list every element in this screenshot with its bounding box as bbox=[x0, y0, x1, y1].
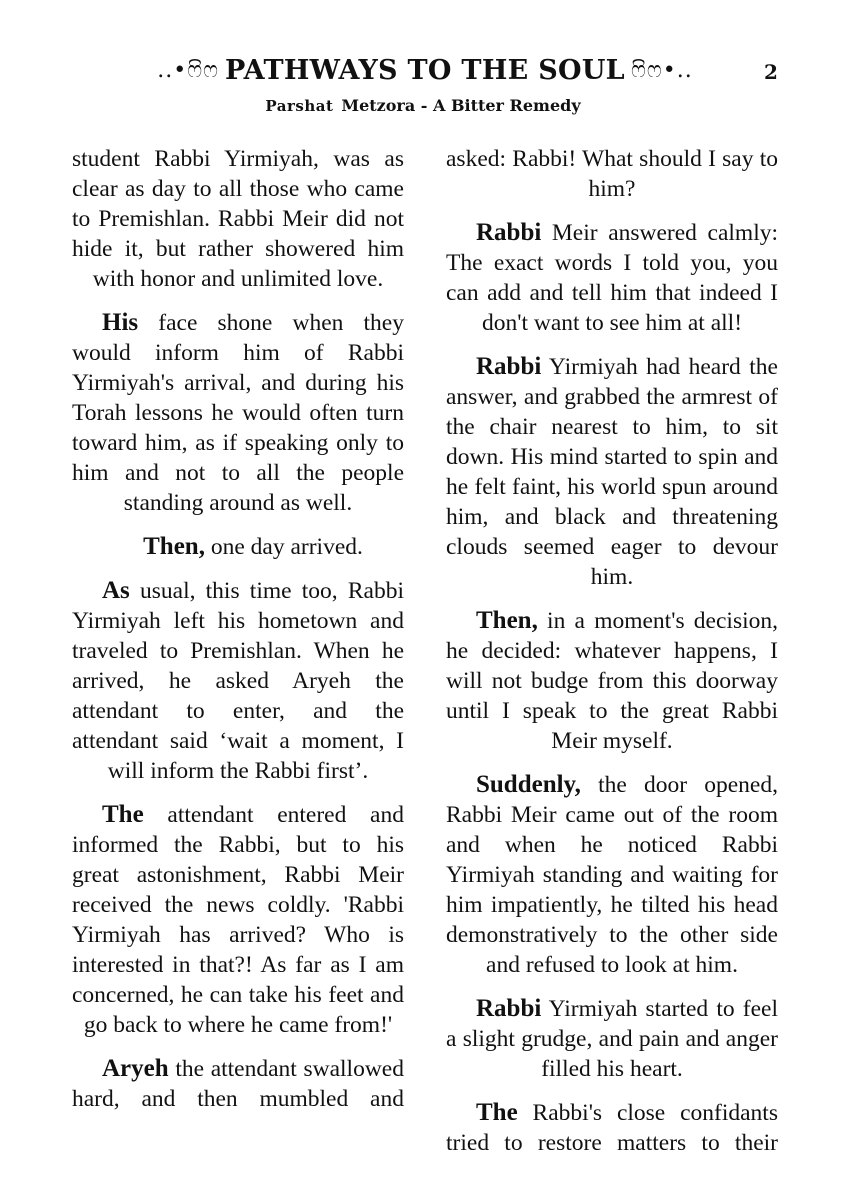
paragraph bbox=[446, 144, 778, 204]
paragraph bbox=[72, 308, 404, 518]
paragraph-lead-word: Rabbi bbox=[476, 219, 542, 246]
paragraph bbox=[72, 800, 404, 1040]
paragraph bbox=[446, 770, 778, 980]
ornament-left-icon: ..•ෆිෆ bbox=[157, 57, 220, 83]
left-column bbox=[72, 144, 404, 1128]
paragraph-text: the door opened, Rabbi Meir came out of the room and when he noticed Rabbi Yirmiyah standing and waiting for him impatiently, he tilted his head demonstratively to the other side and refused to look at him. bbox=[446, 772, 778, 978]
paragraph-lead-word: Aryeh bbox=[102, 1055, 169, 1082]
paragraph-lead-word: Suddenly, bbox=[476, 771, 581, 798]
paragraph: student Rabbi Yirmiyah, was as clear as day to all those who came to Premishlan. Rabbi Meir did not hide it, but rather showered him with honor and unlimited love. bbox=[72, 146, 404, 292]
paragraph bbox=[72, 532, 404, 562]
paragraph-text: asked: Rabbi! What should I say to him? bbox=[446, 146, 778, 202]
paragraph-text: one day arrived. bbox=[204, 534, 363, 560]
paragraph bbox=[72, 576, 404, 786]
paragraph-lead-word: Then, bbox=[143, 533, 205, 560]
paragraph-lead-word: His bbox=[102, 309, 139, 336]
right-column bbox=[446, 144, 778, 1172]
paragraph-text: Meir answered calmly: The exact words I told you, you can add and tell him that indeed I don't want to see him at all! bbox=[446, 220, 778, 336]
paragraph bbox=[446, 606, 778, 756]
paragraph-text: Rabbi's close confidants tried to restore matters to their bbox=[446, 1100, 778, 1156]
paragraph bbox=[446, 352, 778, 592]
parsha-subtitle bbox=[0, 96, 846, 116]
paragraph-text: face shone when they would inform him of Rabbi Yirmiyah's arrival, and during his Torah lessons he would often turn toward him, as if speaking only to him and not to all the people standing around as well. bbox=[72, 310, 404, 516]
paragraph-lead-word: Rabbi bbox=[476, 353, 542, 380]
page-header bbox=[0, 52, 846, 88]
parsha-name: Metzora - A Bitter Remedy bbox=[341, 96, 581, 115]
paragraph-text: the attendant swallowed hard, and then mumbled and bbox=[72, 1056, 404, 1112]
paragraph-lead-word: The bbox=[102, 801, 144, 828]
page-number: 2 bbox=[764, 60, 778, 84]
paragraph bbox=[72, 1054, 404, 1114]
publication-title: PATHWAYS TO THE SOUL bbox=[225, 54, 625, 86]
paragraph-text: attendant entered and informed the Rabbi, but to his great astonishment, Rabbi Meir received the news coldly. 'Rabbi Yirmiyah has arrived? Who is interested in that?! As far as I am concerned, he can take his feet and go back to where he came from!' bbox=[72, 802, 404, 1038]
paragraph bbox=[446, 218, 778, 338]
parshat-label: Parshat bbox=[265, 97, 334, 115]
ornament-right-icon: ෆිෆ•.. bbox=[630, 57, 693, 83]
paragraph-lead-word: Then, bbox=[476, 607, 538, 634]
paragraph-text: Yirmiyah started to feel a slight grudge, and pain and anger filled his heart. bbox=[446, 996, 778, 1082]
paragraph bbox=[446, 1098, 778, 1158]
paragraph-lead-word: Rabbi bbox=[476, 995, 542, 1022]
paragraph-text: usual, this time too, Rabbi Yirmiyah left his hometown and traveled to Premishlan. When he arrived, he asked Aryeh the attendant to enter, and the attendant said ‘wait a moment, I will inform the Rabbi first’. bbox=[72, 578, 404, 784]
paragraph-text: in a moment's decision, he decided: whatever happens, I will not budge from this doorway until I speak to the great Rabbi Meir myself. bbox=[446, 608, 778, 754]
paragraph-lead-word: As bbox=[102, 577, 130, 604]
title-row bbox=[130, 52, 720, 88]
paragraph bbox=[446, 994, 778, 1084]
paragraph-text: Yirmiyah had heard the answer, and grabbed the armrest of the chair nearest to him, to sit down. His mind started to spin and he felt faint, his world spun around him, and black and threatening clouds seemed eager to devour him. bbox=[446, 354, 778, 590]
paragraph-lead-word: The bbox=[476, 1099, 518, 1126]
